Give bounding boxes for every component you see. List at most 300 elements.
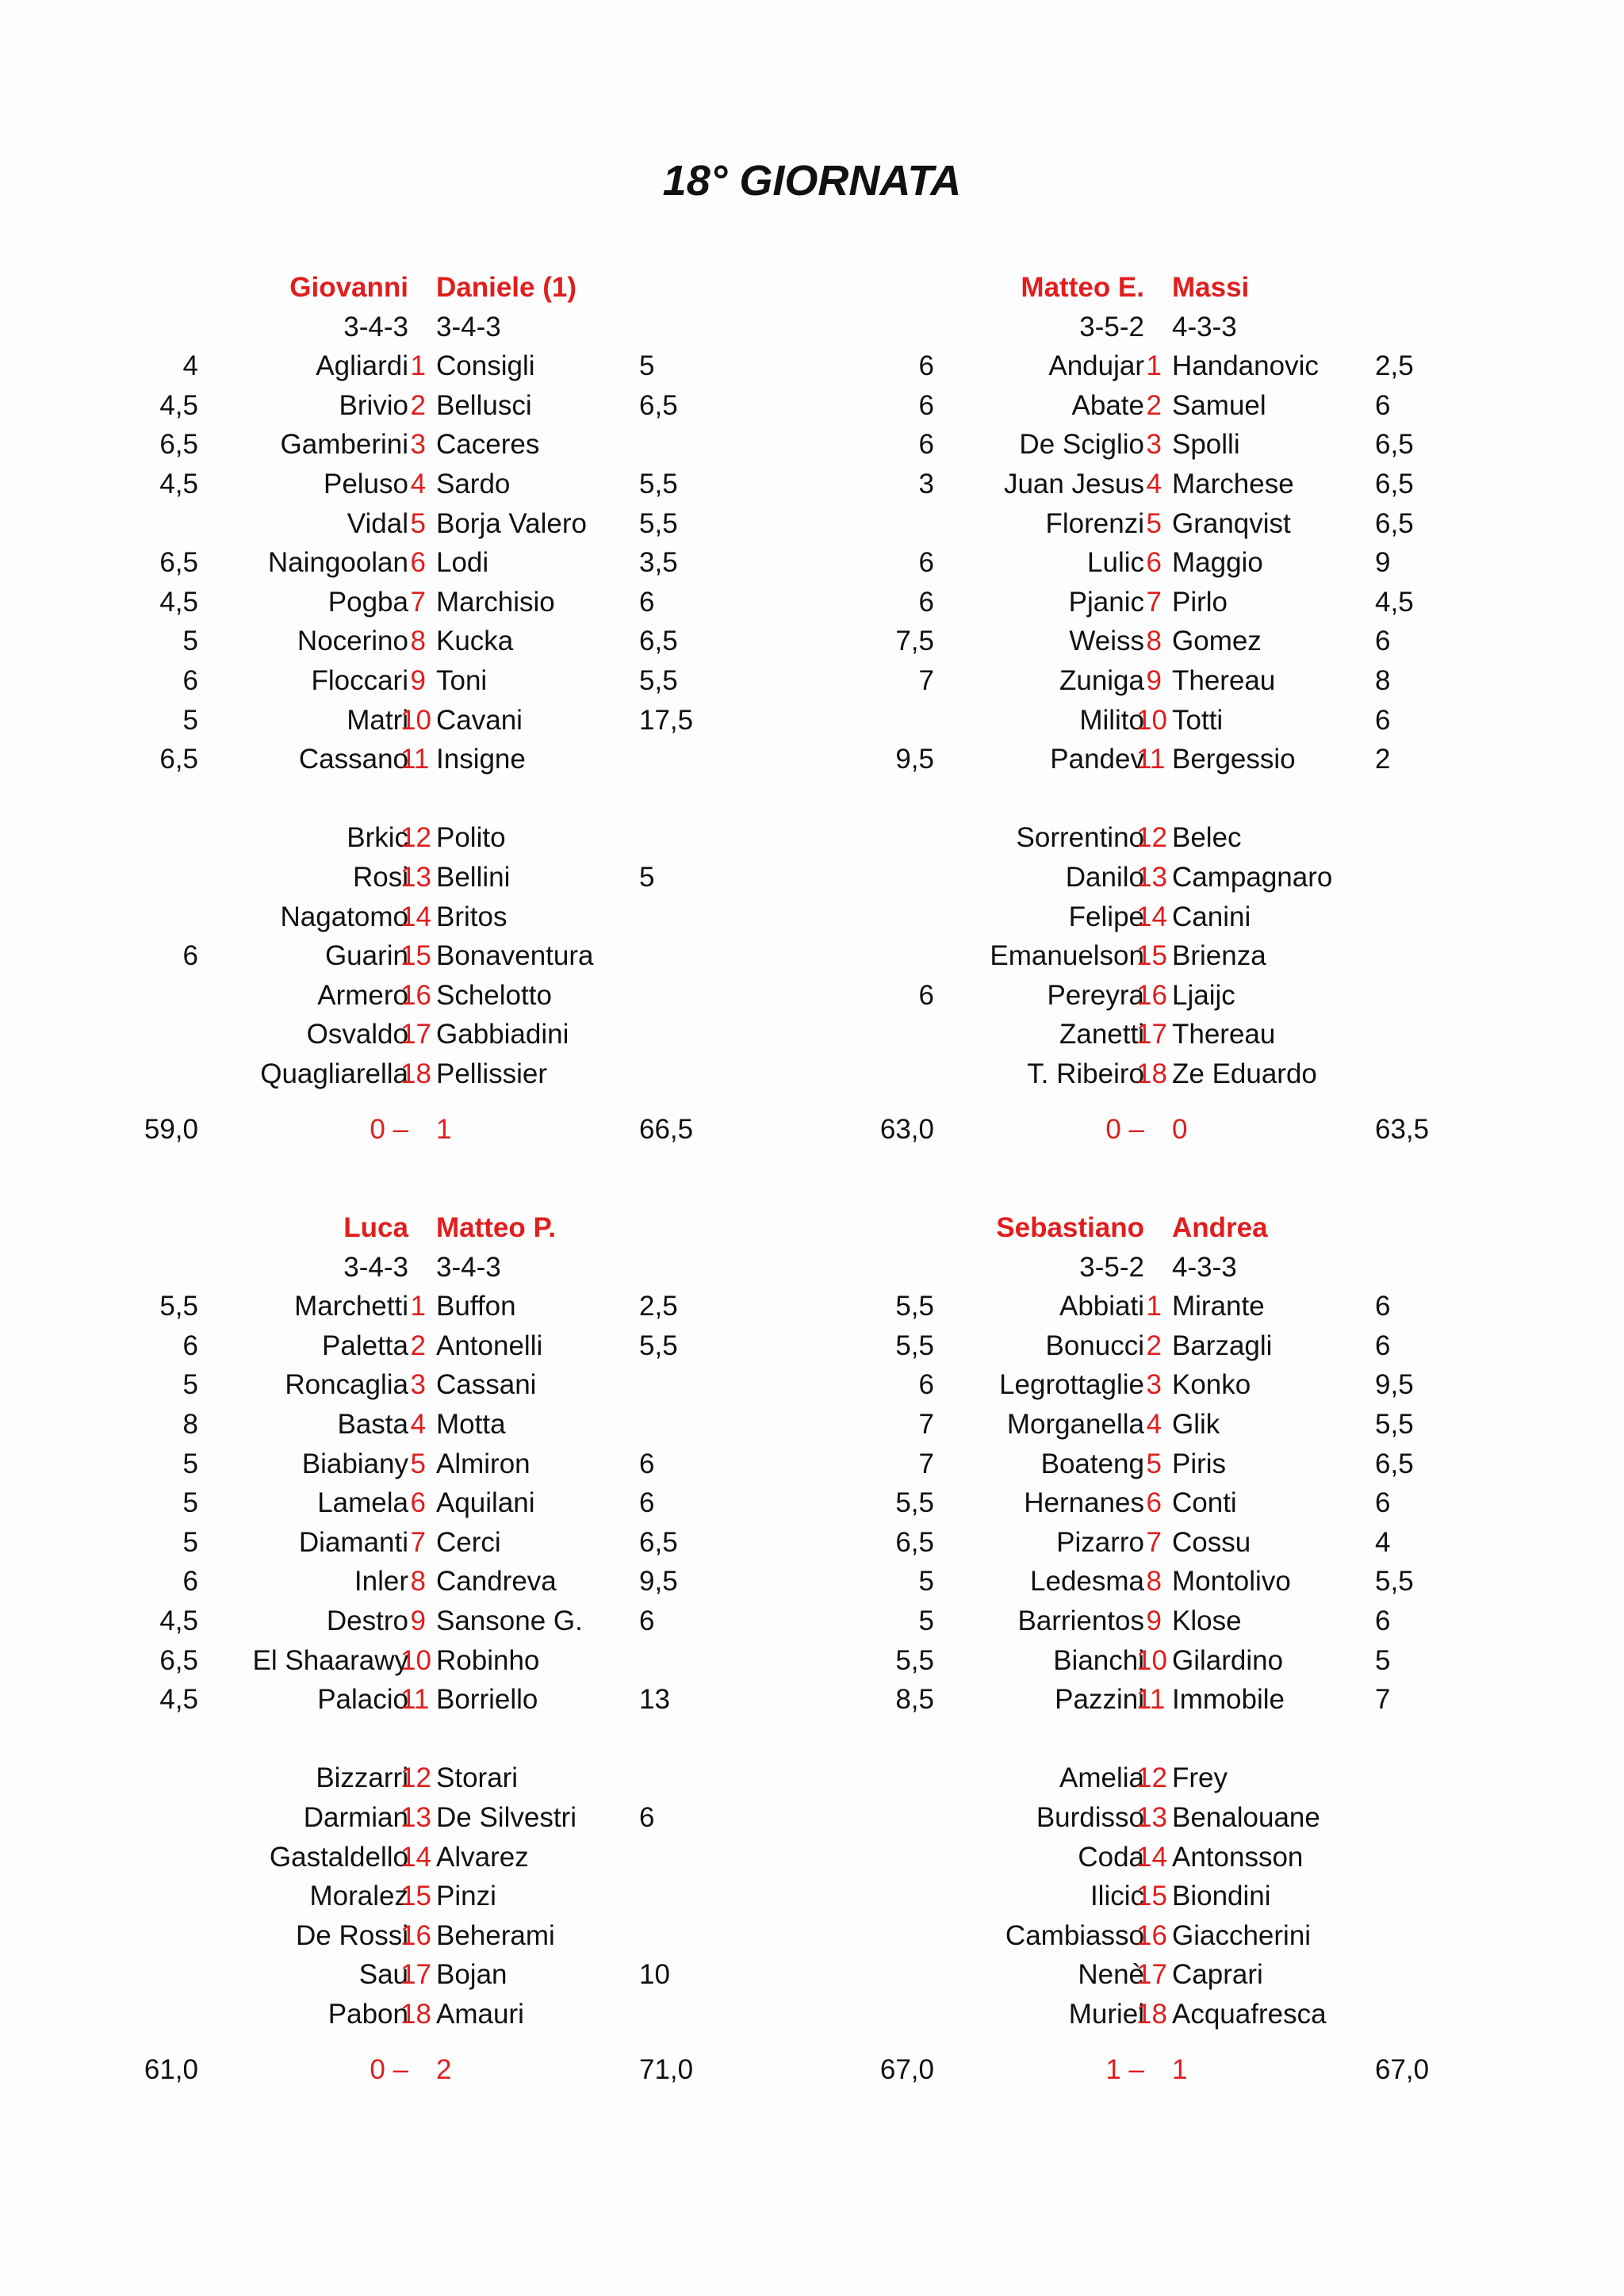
away-player: Motta xyxy=(436,1409,506,1440)
player-row xyxy=(736,1405,1497,1445)
player-row xyxy=(0,1326,761,1366)
bench-row xyxy=(0,1838,761,1877)
player-row xyxy=(736,1326,1497,1366)
home-vote: 6 xyxy=(918,586,934,618)
away-vote: 9 xyxy=(1375,547,1391,579)
position-number: 16 xyxy=(400,979,431,1011)
away-player: Borriello xyxy=(436,1684,538,1716)
position-number: 9 xyxy=(1146,665,1162,696)
home-goals: 0 – xyxy=(370,1114,408,1145)
home-vote: 5,5 xyxy=(159,1291,198,1322)
player-row xyxy=(0,1523,761,1563)
home-player: Hernanes xyxy=(1024,1487,1144,1519)
position-number: 12 xyxy=(400,1762,431,1794)
position-number: 14 xyxy=(400,901,431,932)
home-player: Guarin xyxy=(324,940,408,972)
home-player: El Shaarawy xyxy=(252,1644,408,1676)
bench-row xyxy=(0,936,761,976)
position-number: 8 xyxy=(1146,626,1162,657)
team-header-row xyxy=(736,1208,1497,1248)
position-number: 17 xyxy=(400,1959,431,1991)
home-player: Emanuelson xyxy=(990,940,1144,972)
away-vote: 6,5 xyxy=(1375,469,1414,499)
position-number: 5 xyxy=(410,1448,426,1479)
home-player: Lamela xyxy=(317,1487,408,1519)
player-row xyxy=(0,1601,761,1641)
home-player: T. Ribeiro xyxy=(1027,1058,1144,1089)
away-player: Antonsson xyxy=(1172,1841,1304,1873)
position-number: 15 xyxy=(400,940,431,972)
home-vote: 7 xyxy=(918,665,934,696)
away-vote: 5 xyxy=(639,350,655,382)
player-row xyxy=(0,543,761,583)
away-vote: 10 xyxy=(639,1959,670,1991)
away-vote: 4,5 xyxy=(1375,586,1414,618)
home-player: Legrottaglie xyxy=(999,1369,1144,1401)
away-player: Buffon xyxy=(436,1291,516,1322)
away-player: Amauri xyxy=(436,1999,524,2030)
away-player: Belec xyxy=(1172,822,1242,854)
bench-row xyxy=(0,1798,761,1838)
home-player: Coda xyxy=(1078,1841,1144,1873)
home-vote: 5 xyxy=(182,1487,198,1519)
bench-row xyxy=(0,1916,761,1956)
away-player: Sardo xyxy=(436,469,511,499)
home-total: 59,0 xyxy=(144,1114,198,1145)
formation-row xyxy=(736,308,1497,347)
away-vote: 2,5 xyxy=(1375,350,1414,382)
home-vote: 7 xyxy=(918,1448,934,1479)
away-player: Britos xyxy=(436,901,508,932)
player-row xyxy=(736,1601,1497,1641)
away-vote: 17,5 xyxy=(639,704,694,736)
position-number: 2 xyxy=(1146,1330,1162,1361)
player-row xyxy=(0,465,761,504)
position-number: 3 xyxy=(1146,429,1162,461)
page-title: 18° GIORNATA xyxy=(662,157,962,205)
away-player: Immobile xyxy=(1172,1684,1285,1716)
home-player: Quagliarella xyxy=(260,1058,408,1089)
away-team-name: Matteo P. xyxy=(436,1212,557,1243)
home-vote: 5 xyxy=(182,1369,198,1401)
position-number: 15 xyxy=(1136,940,1167,972)
home-vote: 5 xyxy=(182,626,198,657)
home-formation: 3-4-3 xyxy=(343,311,408,342)
away-player: Bellini xyxy=(436,862,511,893)
home-vote: 7,5 xyxy=(895,626,934,657)
away-player: Gomez xyxy=(1172,626,1262,657)
away-player: Mirante xyxy=(1172,1291,1265,1322)
away-player: De Silvestri xyxy=(436,1802,576,1833)
position-number: 13 xyxy=(400,862,431,893)
position-number: 1 xyxy=(1146,1291,1162,1322)
position-number: 4 xyxy=(1146,1409,1162,1440)
away-vote: 7 xyxy=(1375,1684,1391,1716)
formation-row xyxy=(0,308,761,347)
home-vote: 4,5 xyxy=(159,1684,198,1716)
home-vote: 6 xyxy=(918,979,934,1011)
total-row xyxy=(0,1110,761,1150)
bench-row xyxy=(736,1995,1497,2034)
away-player: Storari xyxy=(436,1762,519,1794)
home-player: Matri xyxy=(347,704,408,736)
position-number: 2 xyxy=(1146,389,1162,421)
position-number: 8 xyxy=(410,626,426,657)
away-player: Ze Eduardo xyxy=(1172,1058,1317,1089)
home-player: Lulic xyxy=(1087,547,1144,579)
home-vote: 6,5 xyxy=(895,1526,934,1558)
away-player: Gilardino xyxy=(1172,1644,1284,1676)
away-player: Pellissier xyxy=(436,1058,548,1089)
away-player: Giaccherini xyxy=(1172,1919,1312,1951)
away-player: Schelotto xyxy=(436,979,552,1011)
home-vote: 5,5 xyxy=(895,1644,934,1676)
player-row xyxy=(736,1523,1497,1563)
away-vote: 5 xyxy=(1375,1644,1391,1676)
away-player: Cerci xyxy=(436,1526,501,1558)
home-formation: 3-5-2 xyxy=(1079,311,1144,342)
position-number: 11 xyxy=(400,1684,430,1716)
home-player: Brivio xyxy=(339,389,408,421)
home-vote: 4,5 xyxy=(159,389,198,421)
player-row xyxy=(736,1365,1497,1405)
position-number: 2 xyxy=(410,1330,426,1361)
home-player: Cambiasso xyxy=(1005,1919,1144,1951)
away-player: Brienza xyxy=(1172,940,1266,972)
bench-row xyxy=(736,1054,1497,1094)
position-number: 4 xyxy=(1146,469,1162,499)
away-player: Bojan xyxy=(436,1959,508,1991)
home-player: Destro xyxy=(326,1605,408,1636)
away-formation: 4-3-3 xyxy=(1172,311,1237,342)
home-player: Floccari xyxy=(311,665,408,696)
away-total: 66,5 xyxy=(639,1114,694,1145)
away-vote: 6,5 xyxy=(1375,1448,1414,1479)
away-vote: 6 xyxy=(1375,704,1391,736)
away-player: Spolli xyxy=(1172,429,1240,461)
home-vote: 4,5 xyxy=(159,586,198,618)
bench-row xyxy=(736,1877,1497,1916)
home-formation: 3-4-3 xyxy=(343,1251,408,1283)
away-player: Antonelli xyxy=(436,1330,543,1361)
bench-row xyxy=(736,818,1497,858)
home-player: Inler xyxy=(354,1566,408,1598)
away-total: 71,0 xyxy=(639,2054,694,2085)
away-player: Almiron xyxy=(436,1448,530,1479)
player-row xyxy=(0,1405,761,1445)
bench-row xyxy=(0,858,761,897)
home-player: Juan Jesus xyxy=(1003,469,1144,499)
player-row xyxy=(0,1287,761,1326)
position-number: 4 xyxy=(410,469,426,499)
home-vote: 7 xyxy=(918,1409,934,1440)
home-total: 67,0 xyxy=(879,2054,934,2085)
home-vote: 6 xyxy=(182,1566,198,1598)
player-row xyxy=(736,425,1497,465)
home-vote: 5,5 xyxy=(895,1330,934,1361)
away-player: Granqvist xyxy=(1172,507,1291,539)
home-player: Boateng xyxy=(1040,1448,1144,1479)
total-row xyxy=(736,2050,1497,2090)
away-player: Maggio xyxy=(1172,547,1263,579)
player-row xyxy=(736,1287,1497,1326)
home-player: Zuniga xyxy=(1059,665,1144,696)
player-row xyxy=(736,661,1497,701)
player-row xyxy=(736,583,1497,622)
bench-row xyxy=(736,897,1497,937)
away-formation: 3-4-3 xyxy=(436,1251,501,1283)
player-row xyxy=(0,504,761,544)
home-player: Weiss xyxy=(1069,626,1144,657)
home-player: Andujar xyxy=(1048,350,1144,382)
position-number: 1 xyxy=(410,1291,426,1322)
position-number: 5 xyxy=(1146,1448,1162,1479)
home-total: 63,0 xyxy=(879,1114,934,1145)
home-vote: 6,5 xyxy=(159,547,198,579)
home-player: Osvaldo xyxy=(306,1019,408,1050)
home-player: Pogba xyxy=(327,586,408,618)
away-player: Cassani xyxy=(436,1369,537,1401)
away-vote: 6,5 xyxy=(1375,507,1414,539)
home-player: Bizzarri xyxy=(316,1762,408,1794)
home-player: Abbiati xyxy=(1059,1291,1144,1322)
away-player: Bergessio xyxy=(1172,744,1296,775)
formation-row xyxy=(0,1248,761,1288)
away-formation: 4-3-3 xyxy=(1172,1251,1237,1283)
bench-row xyxy=(736,1015,1497,1054)
home-player: Sorrentino xyxy=(1016,822,1144,854)
home-vote: 5 xyxy=(182,1526,198,1558)
away-vote: 6,5 xyxy=(639,1526,678,1558)
home-player: Gamberini xyxy=(280,429,408,461)
away-player: Konko xyxy=(1172,1369,1251,1401)
bench-row xyxy=(0,1995,761,2034)
team-header-row xyxy=(0,268,761,308)
away-player: Canini xyxy=(1172,901,1251,932)
player-row xyxy=(0,386,761,426)
bench-row xyxy=(0,1015,761,1054)
bench-row xyxy=(0,1877,761,1916)
position-number: 18 xyxy=(400,1058,431,1089)
away-player: Aquilani xyxy=(436,1487,535,1519)
match-block xyxy=(736,1208,1497,2128)
home-vote: 6 xyxy=(182,940,198,972)
position-number: 1 xyxy=(410,350,426,382)
home-player: Burdisso xyxy=(1036,1802,1144,1833)
home-vote: 6,5 xyxy=(159,429,198,461)
away-player: Lodi xyxy=(436,547,489,579)
home-vote: 6 xyxy=(918,429,934,461)
away-vote: 6 xyxy=(1375,1605,1391,1636)
away-player: Toni xyxy=(436,665,488,696)
home-player: Felipe xyxy=(1068,901,1144,932)
home-vote: 5,5 xyxy=(895,1291,934,1322)
home-player: Pabon xyxy=(327,1999,408,2030)
home-vote: 5 xyxy=(182,704,198,736)
away-player: Consigli xyxy=(436,350,535,382)
away-vote: 5,5 xyxy=(1375,1409,1414,1440)
position-number: 4 xyxy=(410,1409,426,1440)
bench-row xyxy=(0,976,761,1016)
position-number: 13 xyxy=(1136,862,1167,893)
bench-row xyxy=(736,976,1497,1016)
home-player: Amelia xyxy=(1059,1762,1144,1794)
home-player: Diamanti xyxy=(298,1526,408,1558)
bench-row xyxy=(0,1054,761,1094)
position-number: 7 xyxy=(1146,1526,1162,1558)
away-vote: 6 xyxy=(639,1802,655,1833)
home-player: Sau xyxy=(358,1959,408,1991)
home-vote: 9,5 xyxy=(895,744,934,775)
away-vote: 5,5 xyxy=(639,469,678,499)
position-number: 15 xyxy=(400,1881,431,1912)
away-player: Benalouane xyxy=(1172,1802,1320,1833)
bench-row xyxy=(0,1758,761,1798)
away-vote: 6 xyxy=(1375,389,1391,421)
player-row xyxy=(0,701,761,740)
away-player: Alvarez xyxy=(436,1841,529,1873)
home-player: Pereyra xyxy=(1047,979,1144,1011)
player-row xyxy=(736,465,1497,504)
home-goals: 0 – xyxy=(1105,1114,1144,1145)
away-player: Piris xyxy=(1172,1448,1227,1479)
player-row xyxy=(0,661,761,701)
away-player: Marchese xyxy=(1172,469,1294,499)
home-player: Armero xyxy=(317,979,408,1011)
away-goals: 1 xyxy=(436,1114,452,1145)
home-total: 61,0 xyxy=(144,2054,198,2085)
home-vote: 5 xyxy=(918,1605,934,1636)
away-vote: 6 xyxy=(1375,1330,1391,1361)
away-vote: 4 xyxy=(1375,1526,1391,1558)
away-vote: 5,5 xyxy=(1375,1566,1414,1598)
home-goals: 1 – xyxy=(1105,2054,1144,2085)
position-number: 8 xyxy=(410,1566,426,1598)
position-number: 10 xyxy=(400,704,431,736)
home-player: Naingoolan xyxy=(267,547,408,579)
player-row xyxy=(0,1365,761,1405)
home-player: Agliardi xyxy=(316,350,408,382)
home-player: Nocerino xyxy=(297,626,408,657)
home-vote: 6 xyxy=(182,1330,198,1361)
player-row xyxy=(0,583,761,622)
home-vote: 6,5 xyxy=(159,1644,198,1676)
home-player: Peluso xyxy=(323,469,408,499)
home-vote: 4 xyxy=(182,350,198,382)
position-number: 14 xyxy=(400,1841,431,1873)
away-vote: 5 xyxy=(639,862,655,893)
home-formation: 3-5-2 xyxy=(1079,1251,1144,1283)
home-player: Pandev xyxy=(1050,744,1144,775)
away-player: Gabbiadini xyxy=(436,1019,569,1050)
away-player: Campagnaro xyxy=(1172,862,1333,893)
away-player: Cavani xyxy=(436,704,523,736)
away-player: Caceres xyxy=(436,429,540,461)
away-vote: 6 xyxy=(639,586,655,618)
position-number: 9 xyxy=(410,1605,426,1636)
home-vote: 6,5 xyxy=(159,744,198,775)
home-goals: 0 – xyxy=(370,2054,408,2085)
bench-row xyxy=(0,1955,761,1995)
away-vote: 3,5 xyxy=(639,547,678,579)
away-vote: 6 xyxy=(639,1448,655,1479)
home-player: Roncaglia xyxy=(285,1369,408,1401)
home-player: Bianchi xyxy=(1053,1644,1144,1676)
home-vote: 6 xyxy=(918,350,934,382)
home-vote: 6 xyxy=(182,665,198,696)
home-player: Darmian xyxy=(303,1802,408,1833)
formation-row xyxy=(736,1248,1497,1288)
player-row xyxy=(736,504,1497,544)
away-player: Thereau xyxy=(1172,1019,1276,1050)
home-player: Pizarro xyxy=(1056,1526,1144,1558)
home-player: Rosi xyxy=(352,862,408,893)
position-number: 8 xyxy=(1146,1566,1162,1598)
player-row xyxy=(0,740,761,779)
player-row xyxy=(0,425,761,465)
position-number: 14 xyxy=(1136,901,1167,932)
home-player: Marchetti xyxy=(294,1291,408,1322)
away-vote: 2,5 xyxy=(639,1291,678,1322)
player-row xyxy=(0,1483,761,1523)
position-number: 6 xyxy=(410,1487,426,1519)
away-player: Bellusci xyxy=(436,389,532,421)
position-number: 18 xyxy=(400,1999,431,2030)
team-header-row xyxy=(0,1208,761,1248)
home-player: Nagatomo xyxy=(280,901,408,932)
position-number: 12 xyxy=(1136,1762,1167,1794)
away-player: Bonaventura xyxy=(436,940,594,972)
away-vote: 5,5 xyxy=(639,665,678,696)
away-player: Caprari xyxy=(1172,1959,1263,1991)
away-vote: 9,5 xyxy=(639,1566,678,1598)
position-number: 12 xyxy=(1136,822,1167,854)
position-number: 9 xyxy=(1146,1605,1162,1636)
away-formation: 3-4-3 xyxy=(436,311,501,342)
player-row xyxy=(0,1680,761,1720)
away-player: Montolivo xyxy=(1172,1566,1291,1598)
team-header-row xyxy=(736,268,1497,308)
away-player: Klose xyxy=(1172,1605,1242,1636)
away-vote: 6 xyxy=(639,1605,655,1636)
home-player: Bonucci xyxy=(1045,1330,1144,1361)
position-number: 13 xyxy=(400,1802,431,1833)
home-player: Barrientos xyxy=(1017,1605,1144,1636)
away-player: Pinzi xyxy=(436,1881,496,1912)
position-number: 10 xyxy=(1136,704,1167,736)
home-vote: 8,5 xyxy=(895,1684,934,1716)
position-number: 10 xyxy=(400,1644,431,1676)
away-goals: 0 xyxy=(1172,1114,1188,1145)
home-player: Pjanic xyxy=(1068,586,1144,618)
home-player: Gastaldello xyxy=(269,1841,408,1873)
bench-row xyxy=(736,1916,1497,1956)
bench-row xyxy=(0,897,761,937)
home-vote: 5 xyxy=(182,1448,198,1479)
position-number: 6 xyxy=(410,547,426,579)
home-player: Paletta xyxy=(322,1330,408,1361)
home-player: Biabiany xyxy=(301,1448,408,1479)
away-goals: 1 xyxy=(1172,2054,1188,2085)
home-player: Nenè xyxy=(1078,1959,1144,1991)
away-team-name: Daniele (1) xyxy=(436,272,576,303)
match-block xyxy=(0,268,761,1188)
player-row xyxy=(0,1445,761,1484)
position-number: 16 xyxy=(1136,979,1167,1011)
home-player: Ilicic xyxy=(1090,1881,1144,1912)
position-number: 7 xyxy=(410,586,426,618)
position-number: 7 xyxy=(1146,586,1162,618)
